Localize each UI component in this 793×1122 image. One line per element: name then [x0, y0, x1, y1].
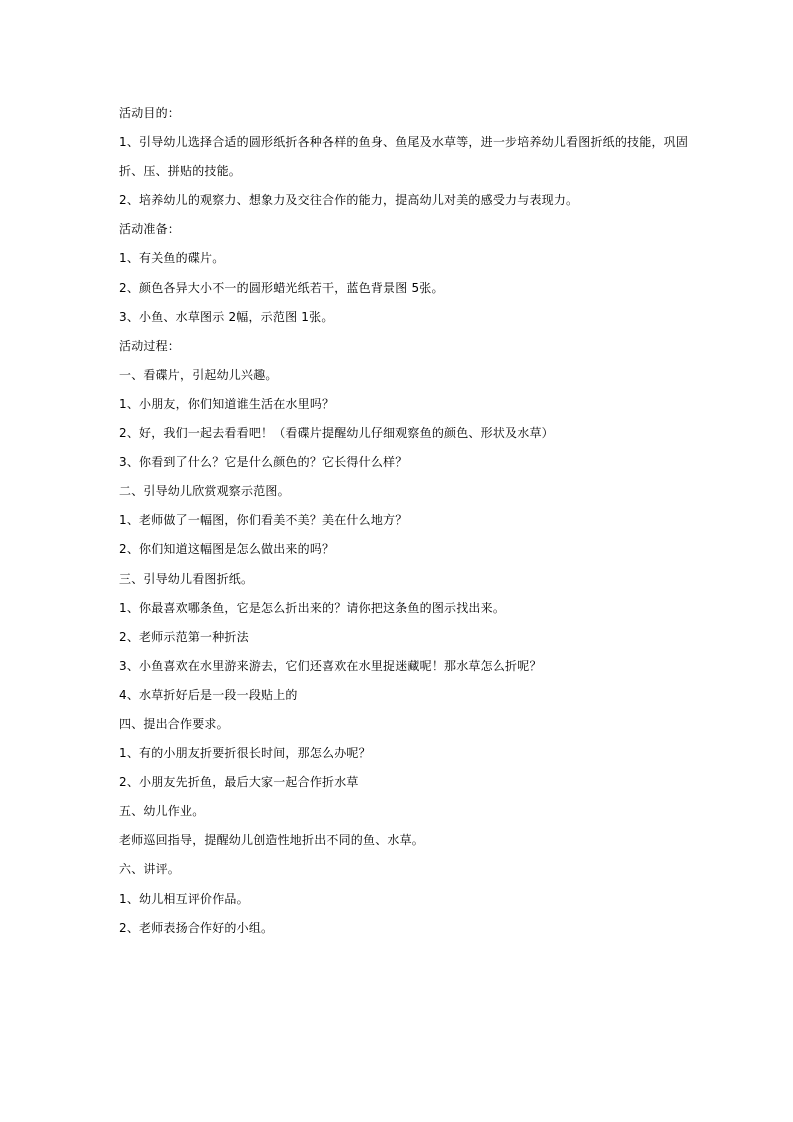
- process-step-6-item-1: 1、幼儿相互评价作品。: [119, 891, 249, 906]
- process-step-3-item-2: 2、老师示范第一种折法: [119, 629, 249, 644]
- preparation-item-1: 1、有关鱼的碟片。: [119, 251, 225, 266]
- process-step-4-item-1: 1、有的小朋友折要折很长时间，那怎么办呢？: [119, 746, 371, 761]
- process-step-4-heading: 四、提出合作要求。: [119, 716, 229, 731]
- process-step-2-item-2: 2、你们知道这幅图是怎么做出来的吗？: [119, 542, 335, 557]
- process-step-2-item-1: 1、老师做了一幅图，你们看美不美？美在什么地方？: [119, 513, 408, 528]
- process-step-1-item-2: 2、好，我们一起去看看吧！（看碟片提醒幼儿仔细观察鱼的颜色、形状及水草）: [119, 426, 554, 441]
- process-step-3-item-4: 4、水草折好后是一段一段贴上的: [119, 687, 298, 702]
- process-step-5-item-1: 老师巡回指导，提醒幼儿创造性地折出不同的鱼、水草。: [119, 833, 425, 848]
- process-step-4-item-2: 2、小朋友先折鱼，最后大家一起合作折水草: [119, 775, 359, 790]
- process-step-3-item-3: 3、小鱼喜欢在水里游来游去，它们还喜欢在水里捉迷藏呢！那水草怎么折呢？: [119, 658, 542, 673]
- process-step-3-heading: 三、引导幼儿看图折纸。: [119, 571, 254, 586]
- goal-item-1-continued: 折、压、拼贴的技能。: [119, 164, 242, 179]
- process-step-1-item-1: 1、小朋友，你们知道谁生活在水里吗？: [119, 396, 335, 411]
- section-heading-process: 活动过程：: [119, 338, 181, 353]
- section-heading-preparation: 活动准备：: [119, 222, 181, 237]
- process-step-6-heading: 六、讲评。: [119, 862, 181, 877]
- document-body: [119, 99, 689, 943]
- section-heading-goals: 活动目的：: [119, 106, 181, 120]
- process-step-1-heading: 一、看碟片，引起幼儿兴趣。: [119, 367, 278, 382]
- goal-item-2: 2、培养幼儿的观察力、想象力及交往合作的能力，提高幼儿对美的感受力与表现力。: [119, 193, 579, 208]
- process-step-3-item-1: 1、你最喜欢哪条鱼，它是怎么折出来的？请你把这条鱼的图示找出来。: [119, 600, 506, 615]
- process-step-6-item-2: 2、老师表扬合作好的小组。: [119, 920, 274, 935]
- process-step-2-heading: 二、引导幼儿欣赏观察示范图。: [119, 484, 290, 499]
- preparation-item-2: 2、颜色各异大小不一的圆形蜡光纸若干，蓝色背景图 5张。: [119, 280, 444, 295]
- goal-item-1: 1、引导幼儿选择合适的圆形纸折各种各样的鱼身、鱼尾及水草等，进一步培养幼儿看图折纸的技能，巩固: [119, 135, 689, 150]
- preparation-item-3: 3、小鱼、水草图示 2幅，示范图 1张。: [119, 309, 334, 324]
- process-step-1-item-3: 3、你看到了什么？它是什么颜色的？它长得什么样？: [119, 455, 408, 470]
- process-step-5-heading: 五、幼儿作业。: [119, 804, 205, 819]
